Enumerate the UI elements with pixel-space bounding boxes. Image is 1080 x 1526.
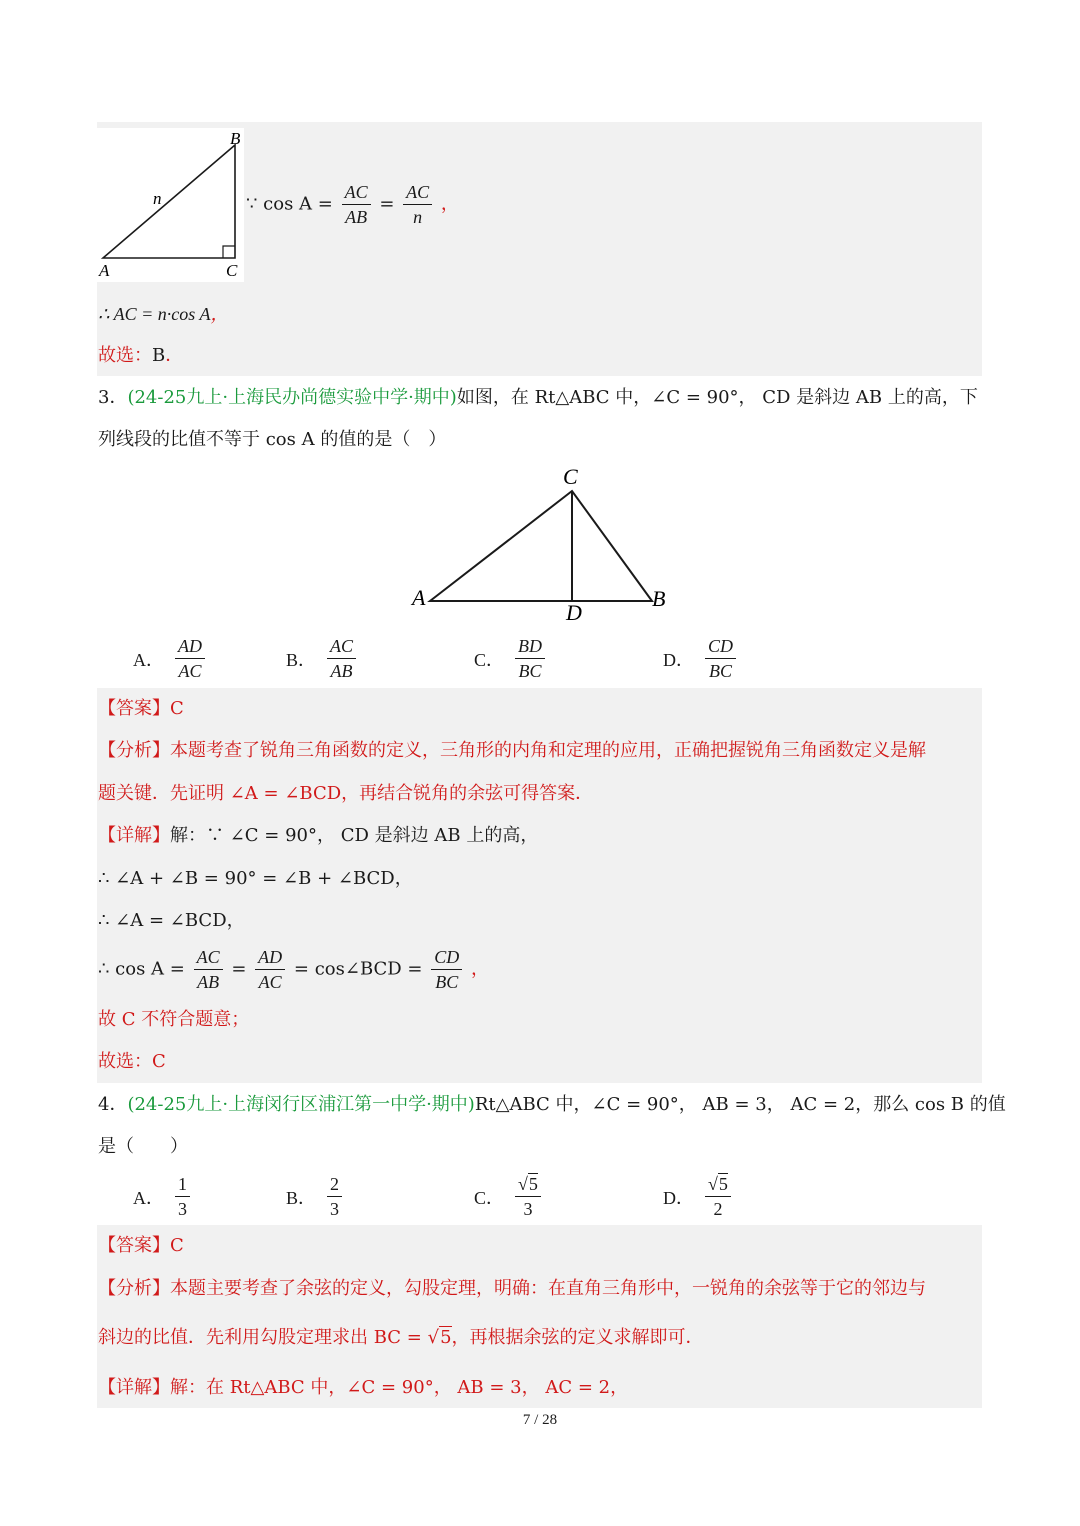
analysis-text: ，再根据余弦的定义求解即可．	[451, 1327, 704, 1348]
option-label: C．	[474, 649, 505, 670]
q3-conclusion-line	[98, 1008, 249, 1032]
q3-option-a[interactable]	[133, 634, 208, 683]
triangle-with-altitude-figure	[408, 460, 673, 630]
question-stem: 如图，在 Rt△ABC 中，∠C = 90°， CD 是斜边 AB 上的高，下	[456, 387, 978, 408]
option-fraction	[515, 1172, 541, 1221]
detail-tag: 【详解】	[98, 1377, 170, 1398]
analysis-text: 本题考查了锐角三角函数的定义，三角形的内角和定理的应用，正确把握锐角三角函数定义是解	[170, 740, 926, 761]
therefore-text: ∴ AC = n·cos A	[98, 304, 211, 324]
option-fraction	[327, 634, 356, 683]
prev-choose-line	[98, 344, 183, 368]
frac-den: BC	[435, 972, 459, 992]
q3-detail-line2	[98, 867, 413, 891]
comma: ，	[471, 958, 490, 980]
q4-option-a[interactable]	[133, 1172, 193, 1221]
because-cos-line: ∵ cos A = $\frac{AC}{AB}$ = $\frac{AC}{n}$ ，	[246, 182, 459, 227]
frac-den: BC	[709, 661, 733, 681]
option-label: B．	[286, 649, 317, 670]
side-n-label: n	[153, 189, 162, 208]
choose-label: 故选：	[98, 1051, 152, 1072]
frac-den: n	[413, 207, 423, 227]
frac-num-sqrt: √5	[705, 1172, 731, 1197]
q3-stem-line2	[98, 428, 446, 452]
detail-text: 解：在 Rt△ABC 中，∠C = 90°， AB = 3， AC = 2，	[170, 1377, 629, 1398]
detail-tag: 【详解】	[98, 825, 170, 846]
frac-den: AC	[258, 972, 282, 992]
frac-den: AB	[330, 661, 353, 681]
radicand: 5	[440, 1327, 452, 1348]
question-number: 3．	[98, 387, 128, 408]
frac-num: AD	[255, 945, 285, 970]
right-triangle-figure	[97, 128, 245, 283]
question-source: (24-25九上·上海闵行区浦江第一中学·期中)	[127, 1094, 475, 1115]
comma: ，	[440, 193, 459, 215]
option-fraction	[327, 1172, 342, 1221]
q4-analysis-line1	[98, 1277, 926, 1301]
period: ．	[165, 345, 184, 366]
option-label: A．	[133, 649, 164, 670]
frac-num: 1	[175, 1172, 190, 1197]
frac-den: AB	[197, 972, 220, 992]
q4-analysis-line2: 斜边的比值．先利用勾股定理求出 BC = √5，再根据余弦的定义求解即可．	[98, 1327, 704, 1348]
question-stem: 是（ ）	[98, 1136, 188, 1157]
q4-option-d[interactable]	[663, 1172, 734, 1221]
frac-num: 2	[327, 1172, 342, 1197]
option-fraction	[515, 634, 545, 683]
option-label: C．	[474, 1187, 505, 1208]
frac-num: AD	[175, 634, 205, 659]
question-stem: 列线段的比值不等于 cos A 的值的是（ ）	[98, 429, 447, 450]
question-source: (24-25九上·上海民办尚德实验中学·期中)	[127, 387, 457, 408]
page-number: 7 / 28	[522, 1412, 558, 1428]
therefore-line	[98, 302, 228, 326]
option-fraction	[175, 1172, 190, 1221]
q3-detail-line1	[98, 824, 538, 848]
option-label: B．	[286, 1187, 317, 1208]
fraction-ac-ab	[342, 180, 371, 229]
q4-stem-line1	[98, 1093, 1006, 1117]
q3-choose-line	[98, 1050, 166, 1074]
radicand: 5	[718, 1174, 728, 1194]
frac-den: 3	[330, 1199, 340, 1219]
q4-detail-line1	[98, 1376, 628, 1400]
q3-option-c[interactable]	[474, 634, 548, 683]
radicand: 5	[528, 1174, 538, 1194]
q3-option-b[interactable]	[286, 634, 359, 683]
choose-value: B	[152, 345, 166, 366]
frac-den: 2	[713, 1199, 723, 1219]
frac-num-sqrt: √5	[515, 1172, 541, 1197]
frac-num: AC	[194, 945, 223, 970]
answer-tag: 【答案】	[98, 1235, 170, 1256]
option-fraction	[705, 634, 736, 683]
q3-option-d[interactable]	[663, 634, 739, 683]
question-number: 4．	[98, 1094, 128, 1115]
conclusion-text: 故 C 不符合题意；	[98, 1009, 250, 1030]
option-label: D．	[663, 1187, 694, 1208]
frac-den: AC	[178, 661, 202, 681]
detail-text: ∴ ∠A = ∠BCD，	[98, 910, 245, 931]
detail-text: ∴ ∠A + ∠B = 90° = ∠B + ∠BCD，	[98, 868, 413, 889]
frac-den: 3	[178, 1199, 187, 1219]
vertex-c-label: C	[563, 464, 578, 489]
vertex-a-label: A	[412, 585, 426, 610]
detail-text: ∴ cos A =	[98, 958, 185, 980]
q4-stem-line2	[98, 1135, 188, 1159]
choose-label: 故选：	[98, 345, 152, 366]
fraction-cd-bc	[431, 945, 462, 994]
point-d-label: D	[566, 600, 582, 625]
frac-num: CD	[431, 945, 462, 970]
frac-num: BD	[515, 634, 545, 659]
answer-tag: 【答案】	[98, 698, 170, 719]
frac-den: AB	[345, 207, 368, 227]
q3-detail-line3	[98, 909, 245, 933]
frac-num: AC	[327, 634, 356, 659]
vertex-b-label: B	[230, 129, 241, 148]
frac-num: CD	[705, 634, 736, 659]
q4-answer-line	[98, 1234, 184, 1258]
option-label: A．	[133, 1187, 164, 1208]
detail-text: = cos∠BCD =	[293, 958, 423, 980]
because-cos-text: ∵ cos A =	[246, 193, 333, 215]
frac-den: 3	[523, 1199, 533, 1219]
option-fraction	[705, 1172, 731, 1221]
frac-num: AC	[342, 180, 371, 205]
frac-num: AC	[403, 180, 432, 205]
fraction-ad-ac	[255, 945, 285, 994]
vertex-c-label: C	[226, 261, 238, 280]
option-fraction	[175, 634, 205, 683]
q3-detail-line4: ∴ cos A = $\frac{AC}{AB}$ = $\frac{AD}{AC}$ = cos∠BCD = $\frac{CD}{BC}$ ，	[98, 947, 490, 992]
option-label: D．	[663, 649, 694, 670]
analysis-text: 本题主要考查了余弦的定义，勾股定理，明确：在直角三角形中，一锐角的余弦等于它的邻边与	[170, 1278, 926, 1299]
detail-text: 解：∵ ∠C = 90°， CD 是斜边 AB 上的高，	[170, 825, 539, 846]
fraction-ac-n	[403, 180, 432, 229]
q3-analysis-line2	[98, 782, 593, 806]
comma: ，	[210, 304, 229, 324]
answer-value: C	[170, 698, 184, 719]
analysis-text: 题关键．先证明 ∠A = ∠BCD，再结合锐角的余弦可得答案．	[98, 783, 594, 804]
q3-answer-line	[98, 697, 184, 721]
vertex-b-label: B	[652, 586, 666, 611]
vertex-a-label: A	[99, 261, 110, 280]
q4-option-c[interactable]	[474, 1172, 544, 1221]
frac-den: BC	[518, 661, 542, 681]
question-stem: Rt△ABC 中，∠C = 90°， AB = 3， AC = 2，那么 cos B 的值	[474, 1094, 1006, 1115]
analysis-tag: 【分析】	[98, 740, 170, 761]
q3-analysis-line1	[98, 739, 926, 763]
q4-option-b[interactable]	[286, 1172, 345, 1221]
q3-stem-line1	[98, 386, 978, 410]
analysis-text: 斜边的比值．先利用勾股定理求出 BC =	[98, 1327, 422, 1348]
choose-value: C	[152, 1051, 166, 1072]
fraction-ac-ab	[194, 945, 223, 994]
analysis-tag: 【分析】	[98, 1278, 170, 1299]
answer-value: C	[170, 1235, 184, 1256]
